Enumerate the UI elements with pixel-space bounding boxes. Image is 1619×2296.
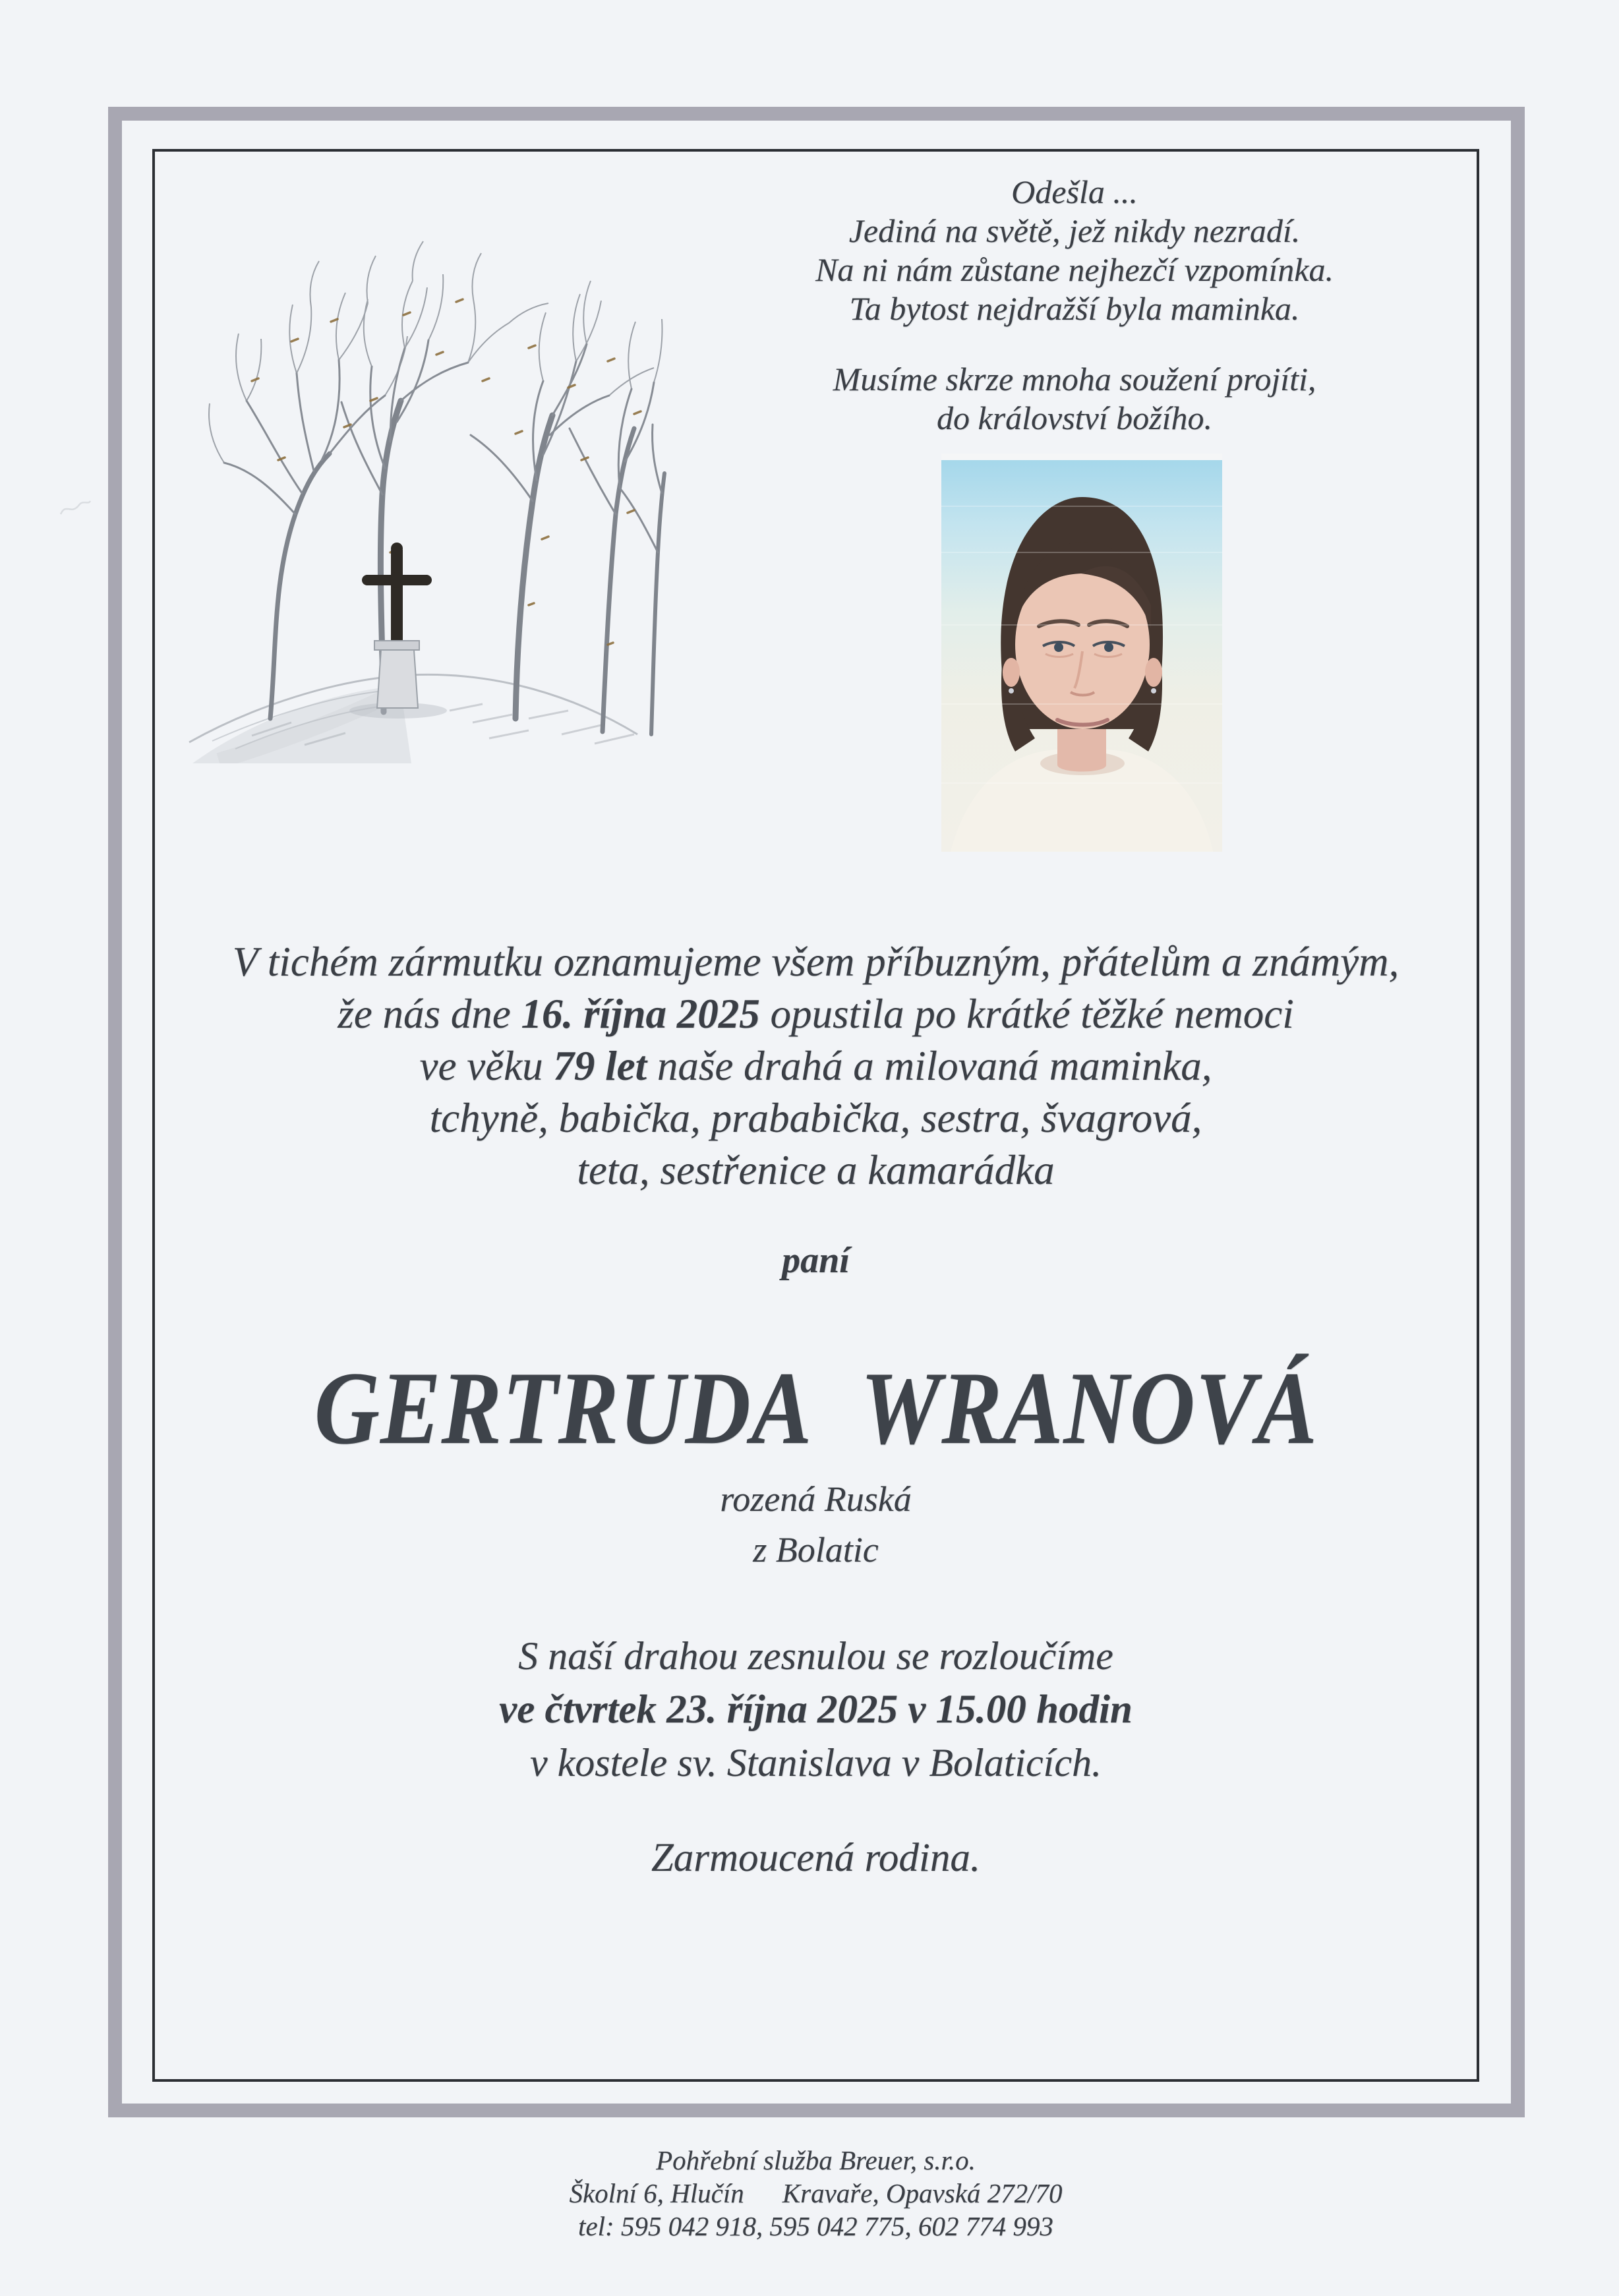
- farewell-line: S naší drahou zesnulou se rozloučíme: [518, 1634, 1113, 1678]
- scan-smudge: [58, 496, 92, 519]
- origin: z Bolatic: [753, 1530, 879, 1570]
- verse-line: Musíme skrze mnoha soužení projíti,: [833, 361, 1316, 397]
- announcement-line: teta, sestřenice a kamarádka: [577, 1147, 1055, 1193]
- trees-and-cross-sketch: [173, 183, 667, 763]
- funeral-date-time: ve čtvrtek 23. října 2025 v 15.00 hodin: [499, 1688, 1133, 1732]
- verse-line: Na ni nám zůstane nejhezčí vzpomínka.: [815, 251, 1334, 288]
- announcement-line: V tichém zármutku oznamujeme všem příbuzným, přátelům a známým,: [232, 939, 1399, 985]
- funeral-home-info: [155, 2144, 1477, 2243]
- memorial-verse-stanza-1: [672, 173, 1477, 328]
- verse-line: Jediná na světě, jež nikdy nezradí.: [848, 212, 1301, 249]
- announcement-line: že nás dne 16. října 2025 opustila po krátké těžké nemoci: [338, 991, 1294, 1037]
- funeral-home-phones: tel: 595 042 918, 595 042 775, 602 774 993: [578, 2211, 1053, 2241]
- announcement-line: ve věku 79 let naše drahá a milovaná maminka,: [419, 1043, 1212, 1089]
- deceased-name: GERTRUDA WRANOVÁ: [314, 1351, 1318, 1466]
- announcement-text: [155, 936, 1477, 1196]
- announcement-line: tchyně, babička, prababička, sestra, švagrová,: [429, 1095, 1202, 1141]
- age: 79 let: [553, 1043, 647, 1089]
- verse-line: Ta bytost nejdražší byla maminka.: [849, 290, 1300, 327]
- farewell-details: [155, 1630, 1477, 1790]
- funeral-home-address: Školní 6, Hlučín Kravaře, Opavská 272/70: [569, 2178, 1063, 2208]
- verse-line: Odešla ...: [1011, 173, 1138, 210]
- death-date: 16. října 2025: [521, 991, 760, 1037]
- maiden-origin-block: [155, 1474, 1477, 1575]
- family-signature: Zarmoucená rodina.: [651, 1836, 981, 1880]
- portrait-photo: [941, 454, 1222, 852]
- maiden-name: rozená Ruská: [720, 1479, 912, 1519]
- verse-line: do království božího.: [936, 399, 1213, 436]
- funeral-place: v kostele sv. Stanislava v Bolaticích.: [530, 1741, 1102, 1784]
- salutation: paní: [782, 1240, 850, 1281]
- funeral-home-name: Pohřební služba Breuer, s.r.o.: [656, 2145, 976, 2175]
- memorial-verse-stanza-2: [672, 360, 1477, 438]
